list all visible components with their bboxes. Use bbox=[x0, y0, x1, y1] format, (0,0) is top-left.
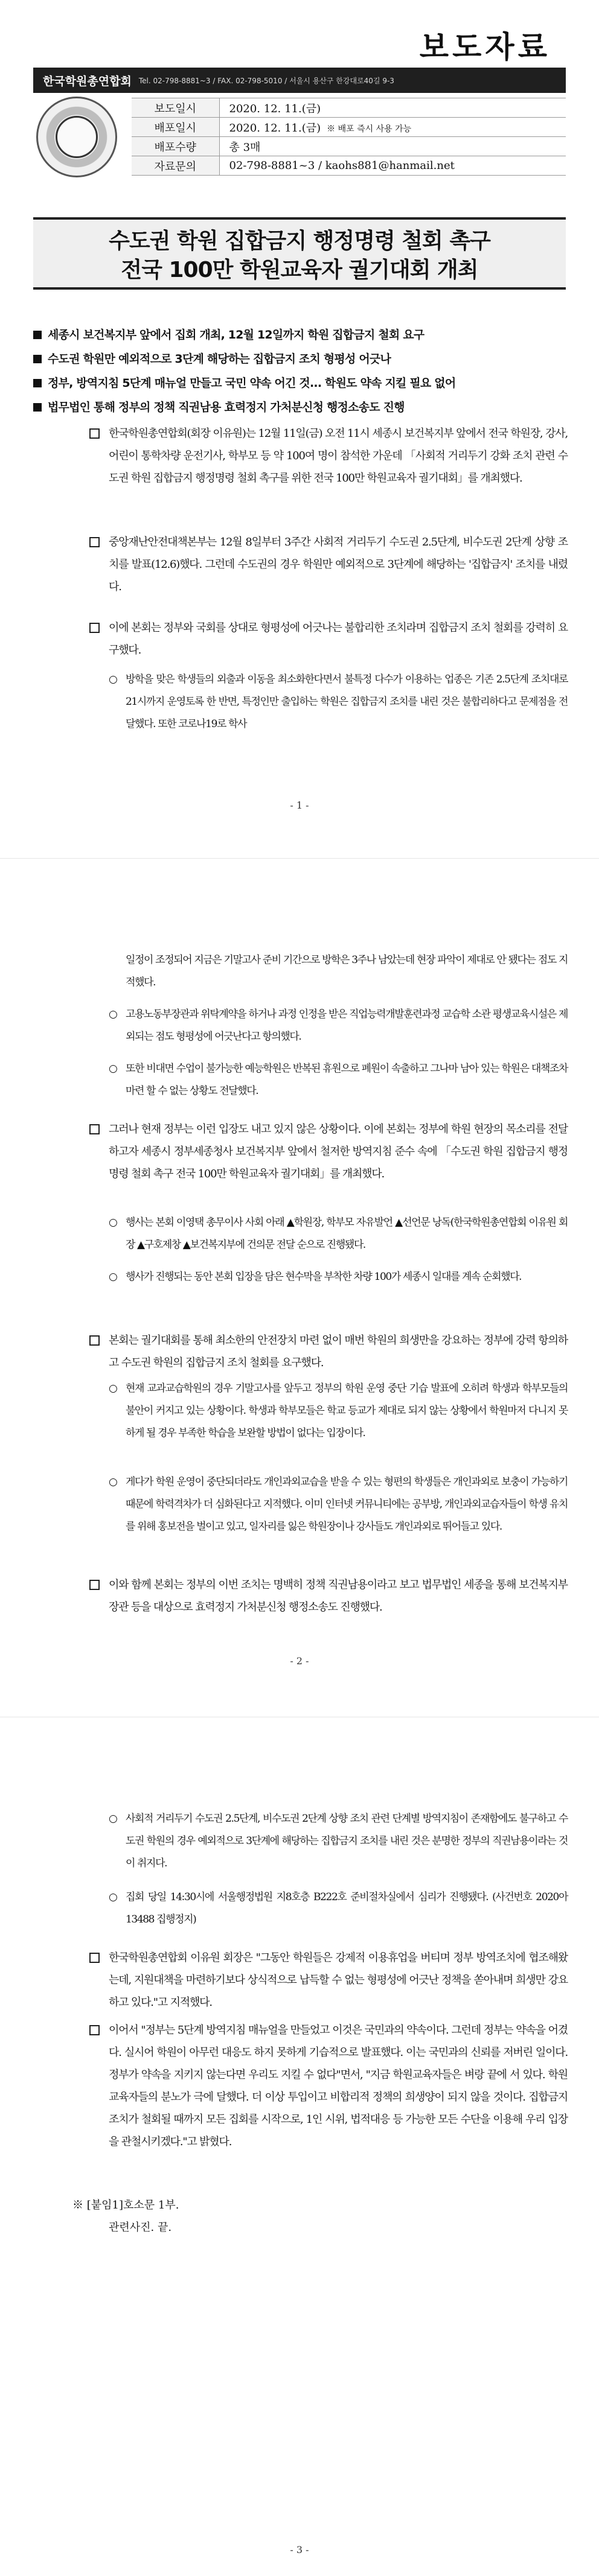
org-bar bbox=[33, 68, 566, 93]
checkbox-bullet-icon bbox=[89, 428, 100, 439]
page-1 bbox=[0, 0, 599, 859]
page-number: - 1 - bbox=[290, 800, 309, 811]
headline-line-2: 전국 100만 학원교육자 궐기대회 개최 bbox=[121, 258, 478, 282]
summary-item: 세종시 보건복지부 앞에서 집회 개최, 12월 12일까지 학원 집합금지 철회 요구 bbox=[33, 323, 566, 347]
summary-list bbox=[33, 323, 566, 419]
circle-bullet-icon: ○ bbox=[109, 673, 117, 685]
circle-bullet-icon: ○ bbox=[109, 1271, 117, 1283]
attachment-end: 관련사진. 끝. bbox=[109, 2221, 172, 2234]
sub-paragraph: ○ 또한 비대면 수업이 불가능한 예능학원은 반복된 휴원으로 폐원이 속출하고 그나마 남아 있는 학원은 대책조차 마련 할 수 없는 상황도 전달했다. bbox=[109, 1058, 568, 1102]
paragraph: 그러나 현재 정부는 이런 입장도 내고 있지 않은 상황이다. 이에 본회는 정부에 학원 현장의 목소리를 전달하고자 세종시 정부세종청사 보건복지부 앞에서 철저한 방역지침 준수 속에 「수도권 학원 집합금지 행정명령 철회 촉구 전국 100만 학원교육자 궐기대회」를 개최했다. bbox=[109, 1118, 568, 1185]
paragraph: 중앙재난안전대책본부는 12월 8일부터 3주간 사회적 거리두기 수도권 2.5단계, 비수도권 2단계 상향 조치를 발표(12.6)했다. 그런데 수도권의 경우 학원만 예외적으로 3단계에 해당하는 '집합금지' 조치를 내렸다. bbox=[109, 531, 568, 598]
org-name: 한국학원총연합회 bbox=[43, 74, 132, 88]
info-note: ※ 배포 즉시 사용 가능 bbox=[327, 124, 412, 134]
info-row bbox=[132, 137, 566, 156]
info-row bbox=[132, 118, 566, 137]
sub-paragraph: 일정이 조정되어 지금은 기말고사 준비 기간으로 방학은 3주나 남았는데 현장 파악이 제대로 안 됐다는 점도 지적했다. bbox=[126, 954, 568, 988]
press-release-title: 보도자료 bbox=[419, 30, 551, 65]
info-label: 배포수량 bbox=[132, 137, 219, 156]
checkbox-bullet-icon bbox=[89, 1124, 100, 1134]
sub-paragraph: ○ 방학을 맞은 학생들의 외출과 이동을 최소화한다면서 불특정 다수가 이용하는 업종은 기존 2.5단계 조치대로 21시까지 운영토록 한 반면, 특정인만 출입하는 학원은 집합금지 조치를 내린 것은 불합리하다고 문제점을 전달했다. 또한 코로나19로 학사 bbox=[109, 669, 568, 736]
info-value: 2020. 12. 11.(금) bbox=[219, 98, 566, 118]
square-bullet-icon bbox=[33, 331, 42, 339]
summary-item: 법무법인 통해 정부의 정책 직권남용 효력정지 가처분신청 행정소송도 진행 bbox=[33, 395, 566, 419]
info-table bbox=[132, 98, 566, 176]
headline-line-1: 수도권 학원 집합금지 행정명령 철회 촉구 bbox=[109, 229, 490, 253]
checkbox-bullet-icon bbox=[89, 537, 100, 547]
circle-bullet-icon: ○ bbox=[109, 1216, 117, 1229]
checkbox-bullet-icon bbox=[89, 1580, 100, 1590]
org-contact: Tel. 02-798-8881~3 / FAX. 02-798-5010 / 서울시 용산구 한강대로40길 9-3 bbox=[138, 76, 394, 85]
circle-bullet-icon: ○ bbox=[109, 1382, 117, 1395]
checkbox-bullet-icon bbox=[89, 1953, 100, 1963]
square-bullet-icon bbox=[33, 355, 42, 363]
page-3 bbox=[0, 1717, 599, 2576]
summary-item: 정부, 방역지침 5단계 매뉴얼 만들고 국민 약속 어긴 것... 학원도 약속 지킬 필요 없어 bbox=[33, 371, 566, 395]
square-bullet-icon bbox=[33, 379, 42, 387]
sub-paragraph: ○ 게다가 학원 운영이 중단되더라도 개인과외교습을 받을 수 있는 형편의 학생들은 개인과외로 보충이 가능하기 때문에 학력격차가 더 심화된다고 지적했다. 이미 인터넷 커뮤니티에는 공부방, 개인과외교습자들이 학생 유치를 위해 홍보전을 벌이고 있고, 일자리를 잃은 학원장이나 강사들도 개인과외로 뛰어들고 있다. bbox=[109, 1471, 568, 1538]
circle-bullet-icon: ○ bbox=[109, 1813, 117, 1825]
org-seal-logo bbox=[36, 97, 117, 177]
info-value: 총 3매 bbox=[219, 137, 566, 156]
circle-bullet-icon: ○ bbox=[109, 1008, 117, 1020]
info-label: 배포일시 bbox=[132, 118, 219, 137]
info-value: 2020. 12. 11.(금) ※ 배포 즉시 사용 가능 bbox=[219, 118, 566, 137]
paragraph: 본회는 궐기대회를 통해 최소한의 안전장치 마련 없이 매번 학원의 희생만을 강요하는 정부에 강력 항의하고 수도권 학원의 집합금지 조치 철회를 요구했다. bbox=[109, 1329, 568, 1374]
page-2 bbox=[0, 859, 599, 1717]
attachment-note: ※ [붙임1]호소문 1부. bbox=[72, 2199, 179, 2212]
info-value: 02-798-8881~3 / kaohs881@hanmail.net bbox=[219, 156, 566, 176]
sub-paragraph: ○ 행사는 본회 이영택 총무이사 사회 아래 ▲학원장, 학부모 자유발언 ▲선언문 낭독(한국학원총연합회 이유원 회장 ▲구호제창 ▲보건복지부에 건의문 전달 순으로 진행됐다. bbox=[109, 1212, 568, 1256]
circle-bullet-icon: ○ bbox=[109, 1891, 117, 1903]
sub-paragraph: ○ 현재 교과교습학원의 경우 기말고사를 앞두고 정부의 학원 운영 중단 기습 발표에 오히려 학생과 학부모들의 불안이 커지고 있는 상황이다. 학생과 학부모들은 학교 등교가 제대로 되지 않는 상황에서 학원마저 다니지 못하게 될 경우 부족한 학습을 보완할 방법이 없다는 입장이다. bbox=[109, 1378, 568, 1445]
circle-bullet-icon: ○ bbox=[109, 1476, 117, 1488]
paragraph: 이어서 "정부는 5단계 방역지침 매뉴얼을 만들었고 이것은 국민과의 약속이다. 그런데 정부는 약속을 어겼다. 실시어 학원이 아무런 대응도 하지 못하게 기습적으로 발표했다. 이는 국민과의 신뢰를 저버린 일이다. 정부가 약속을 지키지 않는다면 우리도 지킬 수 없다"면서, "지금 학원교육자들은 벼랑 끝에 서 있다. 학원교육자들의 분노가 극에 달했다. 더 이상 투입이고 비합리적 정책의 희생양이 되지 않을 것이다. 집합금지 조치가 철회될 때까지 모든 집회를 시작으로, 1인 시위, 법적대응 등 가능한 모든 수단을 이용해 우리 입장을 관철시키겠다."고 밝혔다. bbox=[109, 2019, 568, 2153]
headline-box bbox=[33, 217, 566, 290]
checkbox-bullet-icon bbox=[89, 2025, 100, 2035]
page-number: - 3 - bbox=[290, 2544, 309, 2555]
info-label: 자료문의 bbox=[132, 156, 219, 176]
circle-bullet-icon: ○ bbox=[109, 1063, 117, 1075]
paragraph: 이와 함께 본회는 정부의 이번 조치는 명백히 정책 직권남용이라고 보고 법무법인 세종을 통해 보건복지부 장관 등을 대상으로 효력정지 가처분신청 행정소송도 진행했다. bbox=[109, 1574, 568, 1618]
info-row bbox=[132, 98, 566, 118]
info-row bbox=[132, 156, 566, 176]
summary-item: 수도권 학원만 예외적으로 3단계 해당하는 집합금지 조치 형평성 어긋나 bbox=[33, 347, 566, 371]
square-bullet-icon bbox=[33, 403, 42, 412]
sub-paragraph: ○ 고용노동부장관과 위탁계약을 하거나 과정 인정을 받은 직업능력개발훈련과정 교습학 소관 평생교육시설은 제외되는 점도 형평성에 어긋난다고 항의했다. bbox=[109, 1003, 568, 1048]
paragraph: 한국학원총연합회 이유원 회장은 "그동안 학원들은 강제적 이용휴업을 버티며 정부 방역조치에 협조해왔는데, 지원대책을 마련하기보다 상식적으로 납득할 수 없는 형평성에 어긋난 정책을 쏟아내며 희생만 강요하고 있다."고 지적했다. bbox=[109, 1947, 568, 2014]
checkbox-bullet-icon bbox=[89, 623, 100, 633]
sub-paragraph: ○ 집회 당일 14:30시에 서울행정법원 지8호층 B222호 준비절차실에서 심리가 진행됐다. (사건번호 2020아13488 집행정지) bbox=[109, 1886, 568, 1931]
sub-paragraph: ○ 사회적 거리두기 수도권 2.5단계, 비수도권 2단계 상향 조치 관련 단계별 방역지침이 존재함에도 불구하고 수도권 학원의 경우 예외적으로 3단계에 해당하는 집합금지 조치를 내린 것은 분명한 정부의 직권남용이라는 것이 취지다. bbox=[109, 1808, 568, 1875]
page-number: - 2 - bbox=[290, 1655, 309, 1667]
sub-paragraph: ○ 행사가 진행되는 동안 본회 입장을 담은 현수막을 부착한 차량 100가 세종시 일대를 계속 순회했다. bbox=[109, 1266, 568, 1288]
paragraph: 한국학원총연합회(회장 이유원)는 12월 11일(금) 오전 11시 세종시 보건복지부 앞에서 전국 학원장, 강사, 어린이 통학차량 운전기사, 학부모 등 약 100여 명이 참석한 가운데 「사회적 거리두기 강화 조치 관련 수도권 학원 집합금지 행정명령 철회 촉구를 위한 전국 100만 학원교육자 궐기대회」를 개최했다. bbox=[109, 422, 568, 489]
info-label: 보도일시 bbox=[132, 98, 219, 118]
checkbox-bullet-icon bbox=[89, 1335, 100, 1346]
paragraph: 이에 본회는 정부와 국회를 상대로 형평성에 어긋나는 불합리한 조치라며 집합금지 조치 철회를 강력히 요구했다. bbox=[109, 617, 568, 661]
